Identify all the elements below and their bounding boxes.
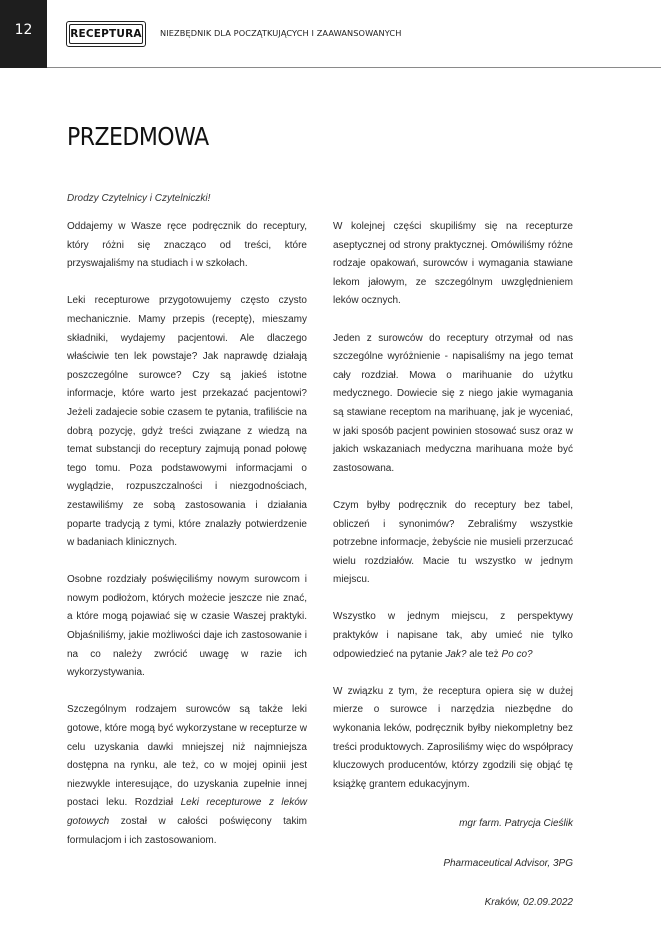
paragraph: Czym byłby podręcznik do receptury bez tabel, obliczeń i synonimów? Zebraliśmy wszystkie potrzebne informacje, żebyście nie musieli przerzucać wielu rozdziałów. Macie tu wszystko w jednym miejscu. <box>333 499 573 586</box>
left-column <box>67 218 307 869</box>
paragraph: Osobne rozdziały poświęciliśmy nowym surowcom i nowym podłożom, których możecie jeszcze nie znać, a które mogą pojawiać się w czasie Waszej praktyki. Objaśniliśmy, jakie możliwości daje ich zastosowanie i na co należy zwrócić uwagę w razie ich wykorzystywania. <box>67 574 307 679</box>
page-number <box>0 0 47 68</box>
paragraph-text: ale też <box>466 648 502 660</box>
paragraph: W związku z tym, że receptura opiera się w dużej mierze o surowce i narzędzia niezbędne do wykonania leków, podręcznik byłby niekompletny bez treści produktowych. Zaprosiliśmy więc do współpracy kluczowych producentów, którzy zgodzili się objąć tę książkę grantem edukacyjnym. <box>333 685 573 790</box>
brand-logo <box>66 21 146 47</box>
paragraph-text: Wszystko w jednym miejscu, z perspektywy praktyków i napisane tak, aby umieć nie tylko odpowiedzieć na pytanie <box>333 611 573 660</box>
page-number-text: 12 <box>14 22 33 38</box>
paragraph: W kolejnej części skupiliśmy się na recepturze aseptycznej od strony praktycznej. Omówiliśmy różne rodzaje opakowań, surowców i wymagania stawiane lekom jałowym, ze szczególnym uwzględnieniem leków ocznych. <box>333 221 573 307</box>
signature-role: Pharmaceutical Advisor, 3PG <box>443 857 573 869</box>
question-italic: Po co? <box>501 648 533 660</box>
signature-block <box>333 813 573 913</box>
paragraph-text: został w całości poświęcony takim formulacjom i ich zastosowaniom. <box>67 816 307 846</box>
chapter-title-italic: Leki recepturowe z leków gotowych <box>67 797 307 827</box>
right-column <box>333 218 573 932</box>
page-title: PRZEDMOWA <box>67 122 209 151</box>
signature-name: mgr farm. Patrycja Cieślik <box>459 818 573 829</box>
paragraph <box>333 608 573 664</box>
question-italic: Jak? <box>445 648 467 660</box>
paragraph: Leki recepturowe przygotowujemy często czysto mechanicznie. Mamy przepis (receptę), mieszamy składniki, wydajemy pacjentowi. Ale dlaczego właściwie ten lek powstaje? Jak naprawdę działają poszczególne surowce? Czy są jakieś istotne informacje, które warto jest przekazać pacjentowi? Jeżeli zadajecie sobie czasem te pytania, trafiliście na dobrą pozycję, gdyż treści związane z wiedzą na temat substancji do receptury zajmują ponad połowę tego tomu. Poza podstawowymi informacjami o wyglądzie, rozpuszczalności i niezgodnościach, zestawiliśmy ze sobą zastosowania i działania poparte tradycją z tymi, które znalazły potwierdzenie w badaniach klinicznych. <box>67 295 307 549</box>
header-subtitle: NIEZBĘDNIK DLA POCZĄTKUJĄCYCH I ZAAWANSOWANYCH <box>160 28 402 38</box>
paragraph-text: Szczególnym rodzajem surowców są także leki gotowe, które mogą być wykorzystane w recepturze w celu uzyskania dawki mniejszej niż najmniejsza dostępna na rynku, ale też, co w mojej opinii jest niezwykle interesujące, do uzyskania zupełnie innej postaci leku. Rozdział <box>67 704 307 809</box>
paragraph: Jeden z surowców do receptury otrzymał od nas szczególne wyróżnienie - napisaliśmy na jego temat cały rozdział. Mowa o marihuanie do użytku medycznego. Dowiecie się z niego jakie wymagania są stawiane receptom na marihuanę, jak je wyceniać, w jaki sposób pacjent powinien stosować susz oraz w jakich wskazaniach medyczna marihuana może być zastosowana. <box>333 332 573 474</box>
signature-place-date: Kraków, 02.09.2022 <box>484 897 573 909</box>
greeting: Drodzy Czytelnicy i Czytelniczki! <box>67 193 211 204</box>
header-divider <box>47 67 661 68</box>
brand-logo-text: RECEPTURA <box>69 24 143 44</box>
paragraph: Oddajemy w Wasze ręce podręcznik do receptury, który różni się znacząco od treści, które przyswajaliśmy na studiach i w szkołach. <box>67 221 307 270</box>
paragraph <box>67 701 307 850</box>
